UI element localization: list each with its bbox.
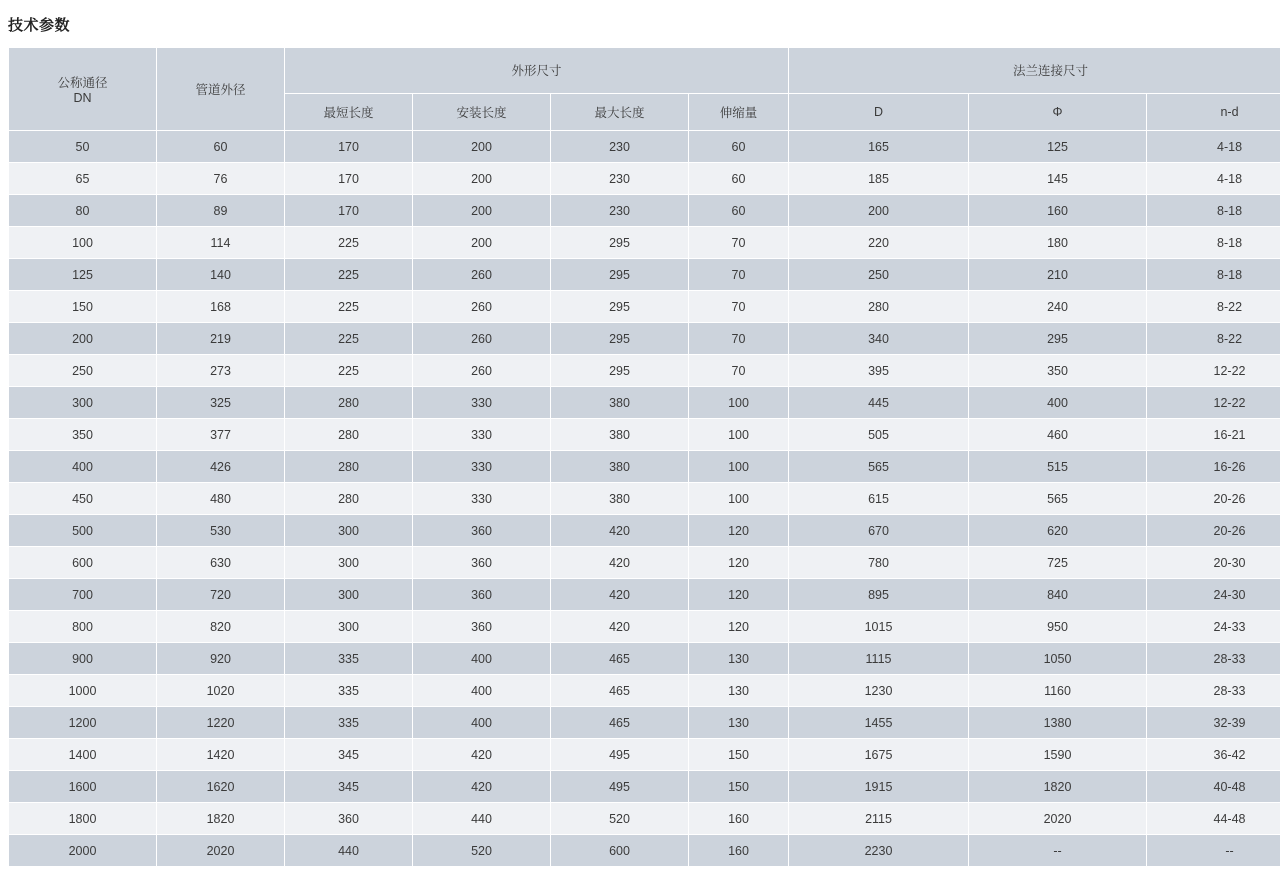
- table-row: [9, 803, 1280, 835]
- table-row: [9, 515, 1280, 547]
- table-cell: --: [1147, 835, 1280, 867]
- table-cell: 295: [551, 291, 689, 323]
- table-cell: 120: [689, 611, 789, 643]
- table-cell: 200: [9, 323, 157, 355]
- table-cell: 450: [9, 483, 157, 515]
- table-cell: 530: [157, 515, 285, 547]
- table-cell: 280: [285, 451, 413, 483]
- table-cell: 260: [413, 291, 551, 323]
- table-cell: 500: [9, 515, 157, 547]
- table-cell: 130: [689, 643, 789, 675]
- table-cell: 780: [789, 547, 969, 579]
- table-cell: 360: [413, 579, 551, 611]
- table-cell: 1820: [157, 803, 285, 835]
- table-row: [9, 611, 1280, 643]
- table-cell: 1200: [9, 707, 157, 739]
- table-cell: 4-18: [1147, 163, 1280, 195]
- table-cell: 800: [9, 611, 157, 643]
- table-row: [9, 387, 1280, 419]
- table-cell: 180: [969, 227, 1147, 259]
- table-cell: 60: [689, 131, 789, 163]
- table-cell: 465: [551, 707, 689, 739]
- table-cell: 100: [689, 387, 789, 419]
- table-cell: 630: [157, 547, 285, 579]
- table-cell: 240: [969, 291, 1147, 323]
- table-cell: 350: [9, 419, 157, 451]
- table-header: [9, 48, 1280, 131]
- table-cell: 377: [157, 419, 285, 451]
- table-row: [9, 707, 1280, 739]
- table-row: [9, 131, 1280, 163]
- table-cell: 70: [689, 355, 789, 387]
- table-cell: 1915: [789, 771, 969, 803]
- table-cell: 445: [789, 387, 969, 419]
- table-cell: 100: [9, 227, 157, 259]
- table-row: [9, 195, 1280, 227]
- table-cell: 200: [413, 195, 551, 227]
- table-cell: 465: [551, 675, 689, 707]
- table-row: [9, 771, 1280, 803]
- table-cell: 150: [9, 291, 157, 323]
- table-cell: 420: [413, 771, 551, 803]
- table-cell: 185: [789, 163, 969, 195]
- table-cell: 165: [789, 131, 969, 163]
- table-cell: --: [969, 835, 1147, 867]
- table-cell: 225: [285, 323, 413, 355]
- table-cell: 1800: [9, 803, 157, 835]
- table-cell: 600: [551, 835, 689, 867]
- table-cell: 70: [689, 227, 789, 259]
- table-cell: 295: [551, 355, 689, 387]
- header-nominal-diameter-line1: 公称通径: [57, 76, 108, 90]
- table-cell: 720: [157, 579, 285, 611]
- table-cell: 325: [157, 387, 285, 419]
- table-row: [9, 451, 1280, 483]
- table-body: [9, 131, 1280, 867]
- table-cell: 120: [689, 547, 789, 579]
- table-cell: 100: [689, 483, 789, 515]
- table-cell: 20-26: [1147, 515, 1280, 547]
- table-cell: 360: [413, 547, 551, 579]
- table-cell: 1000: [9, 675, 157, 707]
- table-cell: 80: [9, 195, 157, 227]
- table-cell: 150: [689, 771, 789, 803]
- table-cell: 420: [551, 547, 689, 579]
- header-pipe-outer-diameter: 管道外径: [157, 48, 285, 131]
- table-cell: 8-18: [1147, 227, 1280, 259]
- table-cell: 280: [285, 483, 413, 515]
- table-cell: 520: [413, 835, 551, 867]
- table-cell: 345: [285, 739, 413, 771]
- table-cell: 200: [413, 131, 551, 163]
- table-cell: 330: [413, 451, 551, 483]
- table-cell: 400: [969, 387, 1147, 419]
- table-cell: 170: [285, 131, 413, 163]
- table-cell: 2020: [969, 803, 1147, 835]
- page-title: 技术参数: [8, 17, 71, 34]
- table-cell: 60: [689, 195, 789, 227]
- table-cell: 380: [551, 419, 689, 451]
- table-cell: 420: [551, 611, 689, 643]
- table-cell: 460: [969, 419, 1147, 451]
- table-cell: 380: [551, 387, 689, 419]
- table-cell: 950: [969, 611, 1147, 643]
- table-cell: 170: [285, 163, 413, 195]
- table-cell: 4-18: [1147, 131, 1280, 163]
- table-cell: 150: [689, 739, 789, 771]
- table-cell: 2230: [789, 835, 969, 867]
- table-cell: 300: [285, 611, 413, 643]
- table-cell: 160: [689, 803, 789, 835]
- table-cell: 380: [551, 483, 689, 515]
- table-cell: 230: [551, 163, 689, 195]
- header-flange-phi: Φ: [969, 93, 1147, 130]
- table-row: [9, 355, 1280, 387]
- table-cell: 360: [285, 803, 413, 835]
- table-cell: 24-30: [1147, 579, 1280, 611]
- table-cell: 335: [285, 675, 413, 707]
- header-group-flange-dimensions: 法兰连接尺寸: [789, 48, 1280, 94]
- table-cell: 200: [413, 163, 551, 195]
- table-cell: 16-26: [1147, 451, 1280, 483]
- table-row: [9, 643, 1280, 675]
- header-max-length: 最大长度: [551, 93, 689, 130]
- table-cell: 160: [689, 835, 789, 867]
- table-cell: 225: [285, 355, 413, 387]
- table-cell: 130: [689, 675, 789, 707]
- table-cell: 420: [413, 739, 551, 771]
- table-cell: 440: [285, 835, 413, 867]
- table-cell: 330: [413, 483, 551, 515]
- table-cell: 70: [689, 259, 789, 291]
- table-cell: 840: [969, 579, 1147, 611]
- table-cell: 380: [551, 451, 689, 483]
- table-cell: 295: [551, 227, 689, 259]
- table-cell: 2115: [789, 803, 969, 835]
- table-cell: 1455: [789, 707, 969, 739]
- table-cell: 280: [789, 291, 969, 323]
- table-cell: 600: [9, 547, 157, 579]
- table-cell: 219: [157, 323, 285, 355]
- table-cell: 12-22: [1147, 387, 1280, 419]
- table-cell: 50: [9, 131, 157, 163]
- table-cell: 335: [285, 707, 413, 739]
- table-cell: 520: [551, 803, 689, 835]
- table-cell: 300: [285, 547, 413, 579]
- table-cell: 300: [9, 387, 157, 419]
- table-row: [9, 227, 1280, 259]
- table-cell: 145: [969, 163, 1147, 195]
- table-cell: 12-22: [1147, 355, 1280, 387]
- table-cell: 210: [969, 259, 1147, 291]
- table-cell: 350: [969, 355, 1147, 387]
- table-cell: 125: [969, 131, 1147, 163]
- table-cell: 120: [689, 515, 789, 547]
- table-cell: 130: [689, 707, 789, 739]
- table-cell: 44-48: [1147, 803, 1280, 835]
- table-cell: 340: [789, 323, 969, 355]
- table-cell: 200: [789, 195, 969, 227]
- table-cell: 620: [969, 515, 1147, 547]
- table-cell: 40-48: [1147, 771, 1280, 803]
- table-cell: 330: [413, 387, 551, 419]
- table-cell: 60: [157, 131, 285, 163]
- table-cell: 565: [789, 451, 969, 483]
- header-flange-d: D: [789, 93, 969, 130]
- table-cell: 295: [969, 323, 1147, 355]
- table-cell: 36-42: [1147, 739, 1280, 771]
- table-cell: 1590: [969, 739, 1147, 771]
- table-cell: 120: [689, 579, 789, 611]
- table-cell: 1230: [789, 675, 969, 707]
- table-cell: 16-21: [1147, 419, 1280, 451]
- table-cell: 8-18: [1147, 259, 1280, 291]
- table-cell: 250: [789, 259, 969, 291]
- table-cell: 20-26: [1147, 483, 1280, 515]
- table-cell: 1115: [789, 643, 969, 675]
- table-cell: 495: [551, 739, 689, 771]
- header-min-length: 最短长度: [285, 93, 413, 130]
- table-cell: 400: [413, 707, 551, 739]
- table-cell: 89: [157, 195, 285, 227]
- table-cell: 100: [689, 451, 789, 483]
- table-cell: 65: [9, 163, 157, 195]
- table-cell: 725: [969, 547, 1147, 579]
- table-cell: 28-33: [1147, 643, 1280, 675]
- table-cell: 60: [689, 163, 789, 195]
- table-cell: 895: [789, 579, 969, 611]
- header-flange-nd: n-d: [1147, 93, 1280, 130]
- table-cell: 565: [969, 483, 1147, 515]
- table-cell: 1015: [789, 611, 969, 643]
- table-row: [9, 483, 1280, 515]
- table-cell: 1380: [969, 707, 1147, 739]
- table-cell: 360: [413, 611, 551, 643]
- table-cell: 8-22: [1147, 323, 1280, 355]
- table-cell: 76: [157, 163, 285, 195]
- table-cell: 100: [689, 419, 789, 451]
- table-cell: 230: [551, 195, 689, 227]
- table-cell: 360: [413, 515, 551, 547]
- table-cell: 335: [285, 643, 413, 675]
- table-cell: 515: [969, 451, 1147, 483]
- table-cell: 168: [157, 291, 285, 323]
- table-cell: 345: [285, 771, 413, 803]
- table-row: [9, 547, 1280, 579]
- table-cell: 670: [789, 515, 969, 547]
- table-cell: 140: [157, 259, 285, 291]
- table-cell: 280: [285, 419, 413, 451]
- table-row: [9, 259, 1280, 291]
- table-cell: 225: [285, 259, 413, 291]
- header-install-length: 安装长度: [413, 93, 551, 130]
- table-cell: 250: [9, 355, 157, 387]
- table-cell: 400: [413, 643, 551, 675]
- table-cell: 225: [285, 227, 413, 259]
- header-group-outline-dimensions: 外形尺寸: [285, 48, 789, 94]
- table-cell: 420: [551, 579, 689, 611]
- table-cell: 230: [551, 131, 689, 163]
- table-cell: 395: [789, 355, 969, 387]
- table-cell: 820: [157, 611, 285, 643]
- table-cell: 225: [285, 291, 413, 323]
- table-cell: 273: [157, 355, 285, 387]
- table-cell: 1400: [9, 739, 157, 771]
- table-cell: 1020: [157, 675, 285, 707]
- table-cell: 1220: [157, 707, 285, 739]
- table-cell: 20-30: [1147, 547, 1280, 579]
- technical-parameters-table: [8, 47, 1280, 867]
- table-cell: 426: [157, 451, 285, 483]
- table-cell: 1050: [969, 643, 1147, 675]
- table-row: [9, 739, 1280, 771]
- table-cell: 1820: [969, 771, 1147, 803]
- header-expansion-amount: 伸缩量: [689, 93, 789, 130]
- table-cell: 8-22: [1147, 291, 1280, 323]
- table-cell: 2000: [9, 835, 157, 867]
- table-cell: 330: [413, 419, 551, 451]
- table-cell: 1420: [157, 739, 285, 771]
- table-cell: 1675: [789, 739, 969, 771]
- table-cell: 300: [285, 515, 413, 547]
- table-cell: 1600: [9, 771, 157, 803]
- table-cell: 1160: [969, 675, 1147, 707]
- table-cell: 280: [285, 387, 413, 419]
- table-cell: 260: [413, 323, 551, 355]
- table-cell: 125: [9, 259, 157, 291]
- table-cell: 260: [413, 355, 551, 387]
- table-row: [9, 323, 1280, 355]
- table-cell: 8-18: [1147, 195, 1280, 227]
- table-cell: 70: [689, 291, 789, 323]
- table-cell: 615: [789, 483, 969, 515]
- table-row: [9, 291, 1280, 323]
- table-row: [9, 835, 1280, 867]
- table-cell: 28-33: [1147, 675, 1280, 707]
- table-cell: 32-39: [1147, 707, 1280, 739]
- table-cell: 300: [285, 579, 413, 611]
- table-cell: 420: [551, 515, 689, 547]
- table-cell: 505: [789, 419, 969, 451]
- table-cell: 700: [9, 579, 157, 611]
- table-header-row-groups: [9, 48, 1280, 94]
- table-row: [9, 419, 1280, 451]
- table-cell: 1620: [157, 771, 285, 803]
- table-cell: 920: [157, 643, 285, 675]
- table-cell: 400: [9, 451, 157, 483]
- table-row: [9, 675, 1280, 707]
- table-cell: 295: [551, 323, 689, 355]
- table-cell: 220: [789, 227, 969, 259]
- table-cell: 465: [551, 643, 689, 675]
- table-cell: 440: [413, 803, 551, 835]
- table-row: [9, 579, 1280, 611]
- table-cell: 260: [413, 259, 551, 291]
- table-cell: 295: [551, 259, 689, 291]
- table-cell: 160: [969, 195, 1147, 227]
- header-nominal-diameter: [9, 48, 157, 131]
- table-cell: 900: [9, 643, 157, 675]
- table-cell: 480: [157, 483, 285, 515]
- table-cell: 70: [689, 323, 789, 355]
- table-cell: 495: [551, 771, 689, 803]
- table-cell: 170: [285, 195, 413, 227]
- table-cell: 2020: [157, 835, 285, 867]
- table-cell: 114: [157, 227, 285, 259]
- table-cell: 200: [413, 227, 551, 259]
- table-cell: 24-33: [1147, 611, 1280, 643]
- table-row: [9, 163, 1280, 195]
- header-nominal-diameter-line2: DN: [73, 91, 92, 105]
- table-cell: 400: [413, 675, 551, 707]
